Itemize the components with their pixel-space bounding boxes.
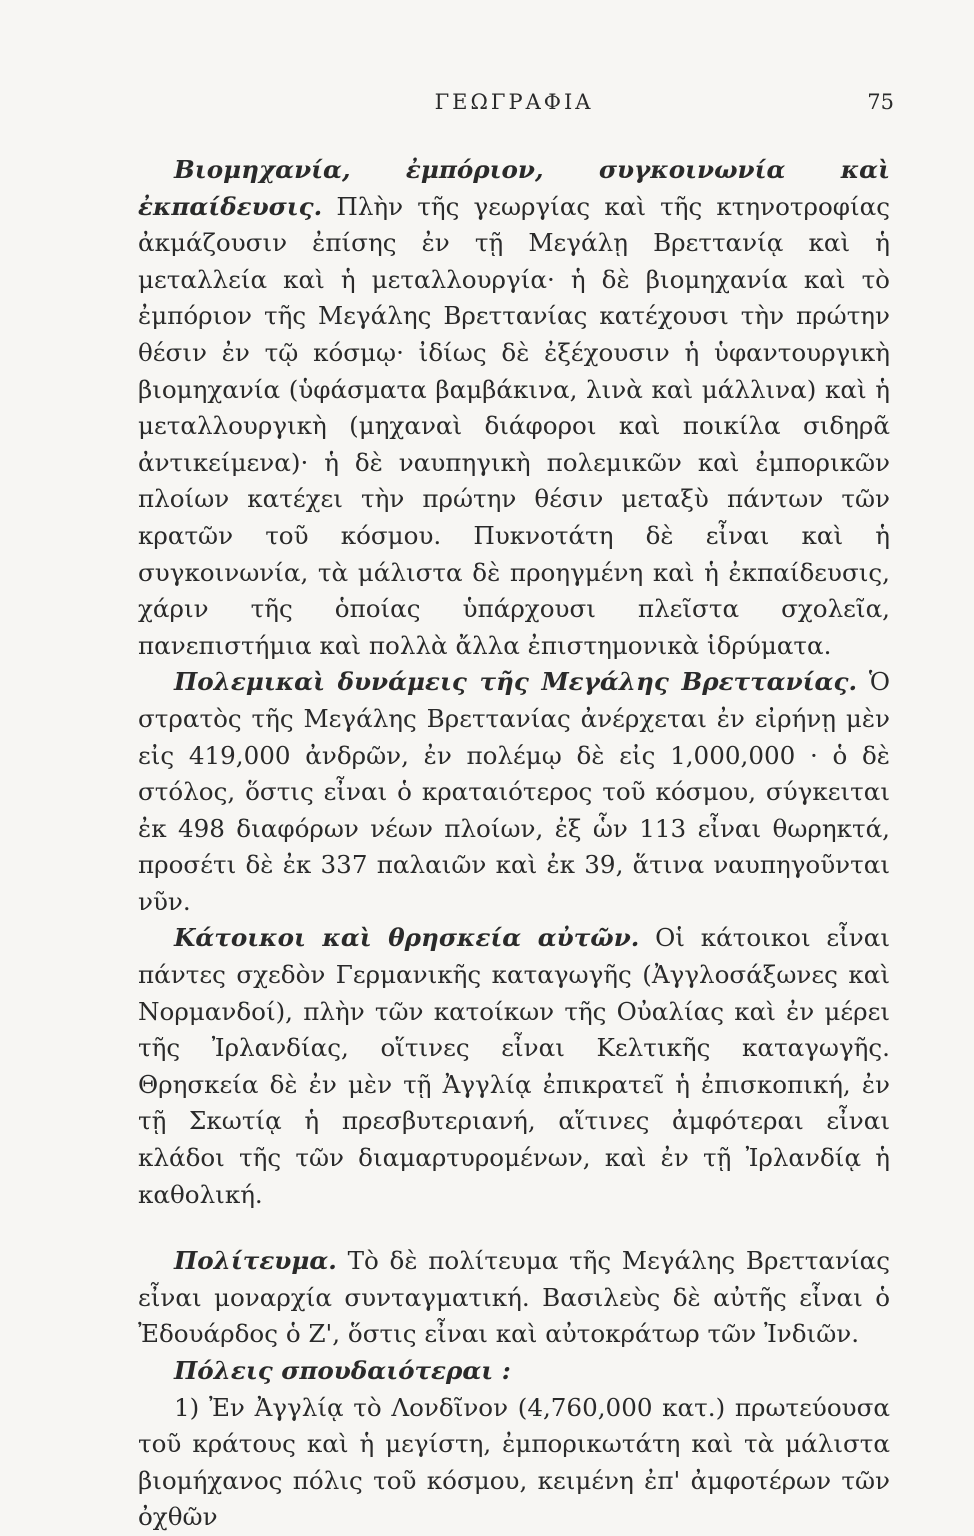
- paragraph-heading: Πολεμικαὶ δυνάμεις τῆς Μεγάλης Βρεττανίας.: [174, 667, 858, 697]
- paragraph-text: Τὸ δὲ πολίτευμα τῆς Μεγάλης Βρεττανίας εἶναι μοναρχία συνταγματική. Βασιλεὺς δὲ αὐτῆς εἶναι ὁ Ἐδουάρδος ὁ Ζ', ὅστις εἶναι καὶ αὐτοκράτωρ τῶν Ἰνδιῶν.: [138, 1246, 890, 1349]
- section-gap: [138, 1213, 890, 1243]
- paragraph-heading: Κάτοικοι καὶ θρησκεία αὐτῶν.: [174, 923, 640, 953]
- running-title: ΓΕΩΓΡΑΦΙΑ: [434, 90, 594, 114]
- running-head: [138, 90, 894, 130]
- paragraph-cities-heading: [138, 1353, 890, 1390]
- paragraph-government: [138, 1243, 890, 1353]
- paragraph-heading: Πολίτευμα.: [174, 1246, 337, 1276]
- paragraph-industry: [138, 152, 890, 664]
- list-item-number: 1): [174, 1392, 200, 1422]
- page-number: 75: [867, 90, 894, 114]
- paragraph-text: Οἱ κάτοικοι εἶναι πάντες σχεδὸν Γερμανικῆς καταγωγῆς (Ἀγγλοσάξωνες καὶ Νορμανδοί), πλὴν τῶν κατοίκων τῆς Οὐαλίας καὶ ἐν μέρει τῆς Ἰρλανδίας, οἵτινες εἶναι Κελτικῆς καταγωγῆς. Θρησκεία δὲ ἐν μὲν τῇ Ἀγγλίᾳ ἐπικρατεῖ ἡ ἐπισκοπική, ἐν τῇ Σκωτίᾳ ἡ πρεσβυτεριανή, αἵτινες ἀμφότεραι εἶναι κλάδοι τῆς τῶν διαμαρτυρομένων, καὶ ἐν τῇ Ἰρλανδίᾳ ἡ καθολική.: [138, 923, 890, 1209]
- paragraph-inhabitants: [138, 920, 890, 1213]
- paragraph-military: [138, 664, 890, 920]
- paragraph-text: Ὁ στρατὸς τῆς Μεγάλης Βρεττανίας ἀνέρχεται ἐν εἰρήνῃ μὲν εἰς 419,000 ἀνδρῶν, ἐν πολέμῳ δὲ εἰς 1,000,000 · ὁ δὲ στόλος, ὅστις εἶναι ὁ κραταιότερος τοῦ κόσμου, σύγκειται ἐκ 498 διαφόρων νέων πλοίων, ἐξ ὧν 113 εἶναι θωρηκτά, προσέτι δὲ ἐκ 337 παλαιῶν καὶ ἐκ 39, ἅτινα ναυπηγοῦνται νῦν.: [138, 667, 890, 916]
- paragraph-text: Πλὴν τῆς γεωργίας καὶ τῆς κτηνοτροφίας ἀκμάζουσιν ἐπίσης ἐν τῇ Μεγάλῃ Βρεττανίᾳ καὶ ἡ μεταλλεία καὶ ἡ μεταλλουργία· ἡ δὲ βιομηχανία καὶ τὸ ἐμπόριον τῆς Μεγάλης Βρεττανίας κατέχουσι τὴν πρώτην θέσιν ἐν τῷ κόσμῳ· ἰδίως δὲ ἐξέχουσιν ἡ ὑφαντουργικὴ βιομηχανία (ὑφάσματα βαμβάκινα, λινὰ καὶ μάλλινα) καὶ ἡ μεταλλουργικὴ (μηχαναὶ διάφοροι καὶ ποικίλα σιδηρᾶ ἀντικείμενα)· ἡ δὲ ναυπηγικὴ πολεμικῶν καὶ ἐμπορικῶν πλοίων κατέχει τὴν πρώτην θέσιν μεταξὺ πάντων τῶν κρατῶν τοῦ κόσμου. Πυκνοτάτη δὲ εἶναι καὶ ἡ συγκοινωνία, τὰ μάλιστα δὲ προηγμένη καὶ ἡ ἐκπαίδευσις, χάριν τῆς ὁποίας ὑπάρχουσι πλεῖστα σχολεῖα, πανεπιστήμια καὶ πολλὰ ἄλλα ἐπιστημονικὰ ἱδρύματα.: [138, 191, 891, 660]
- paragraph-heading: Πόλεις σπουδαιότεραι :: [174, 1356, 511, 1385]
- list-item: [138, 1390, 890, 1536]
- list-item-text: Ἐν Ἀγγλίᾳ τὸ Λονδῖνον (4,760,000 κατ.) πρωτεύουσα τοῦ κράτους καὶ ἡ μεγίστη, ἐμπορικωτάτη καὶ τὰ μάλιστα βιομήχανος πόλις τοῦ κόσμου, κειμένη ἐπ' ἀμφοτέρων τῶν ὀχθῶν: [138, 1392, 890, 1532]
- paragraph-heading: Βιομηχανία, ἐμπόριον, συγκοινωνία καὶ ἐκπαίδευσις.: [138, 155, 890, 221]
